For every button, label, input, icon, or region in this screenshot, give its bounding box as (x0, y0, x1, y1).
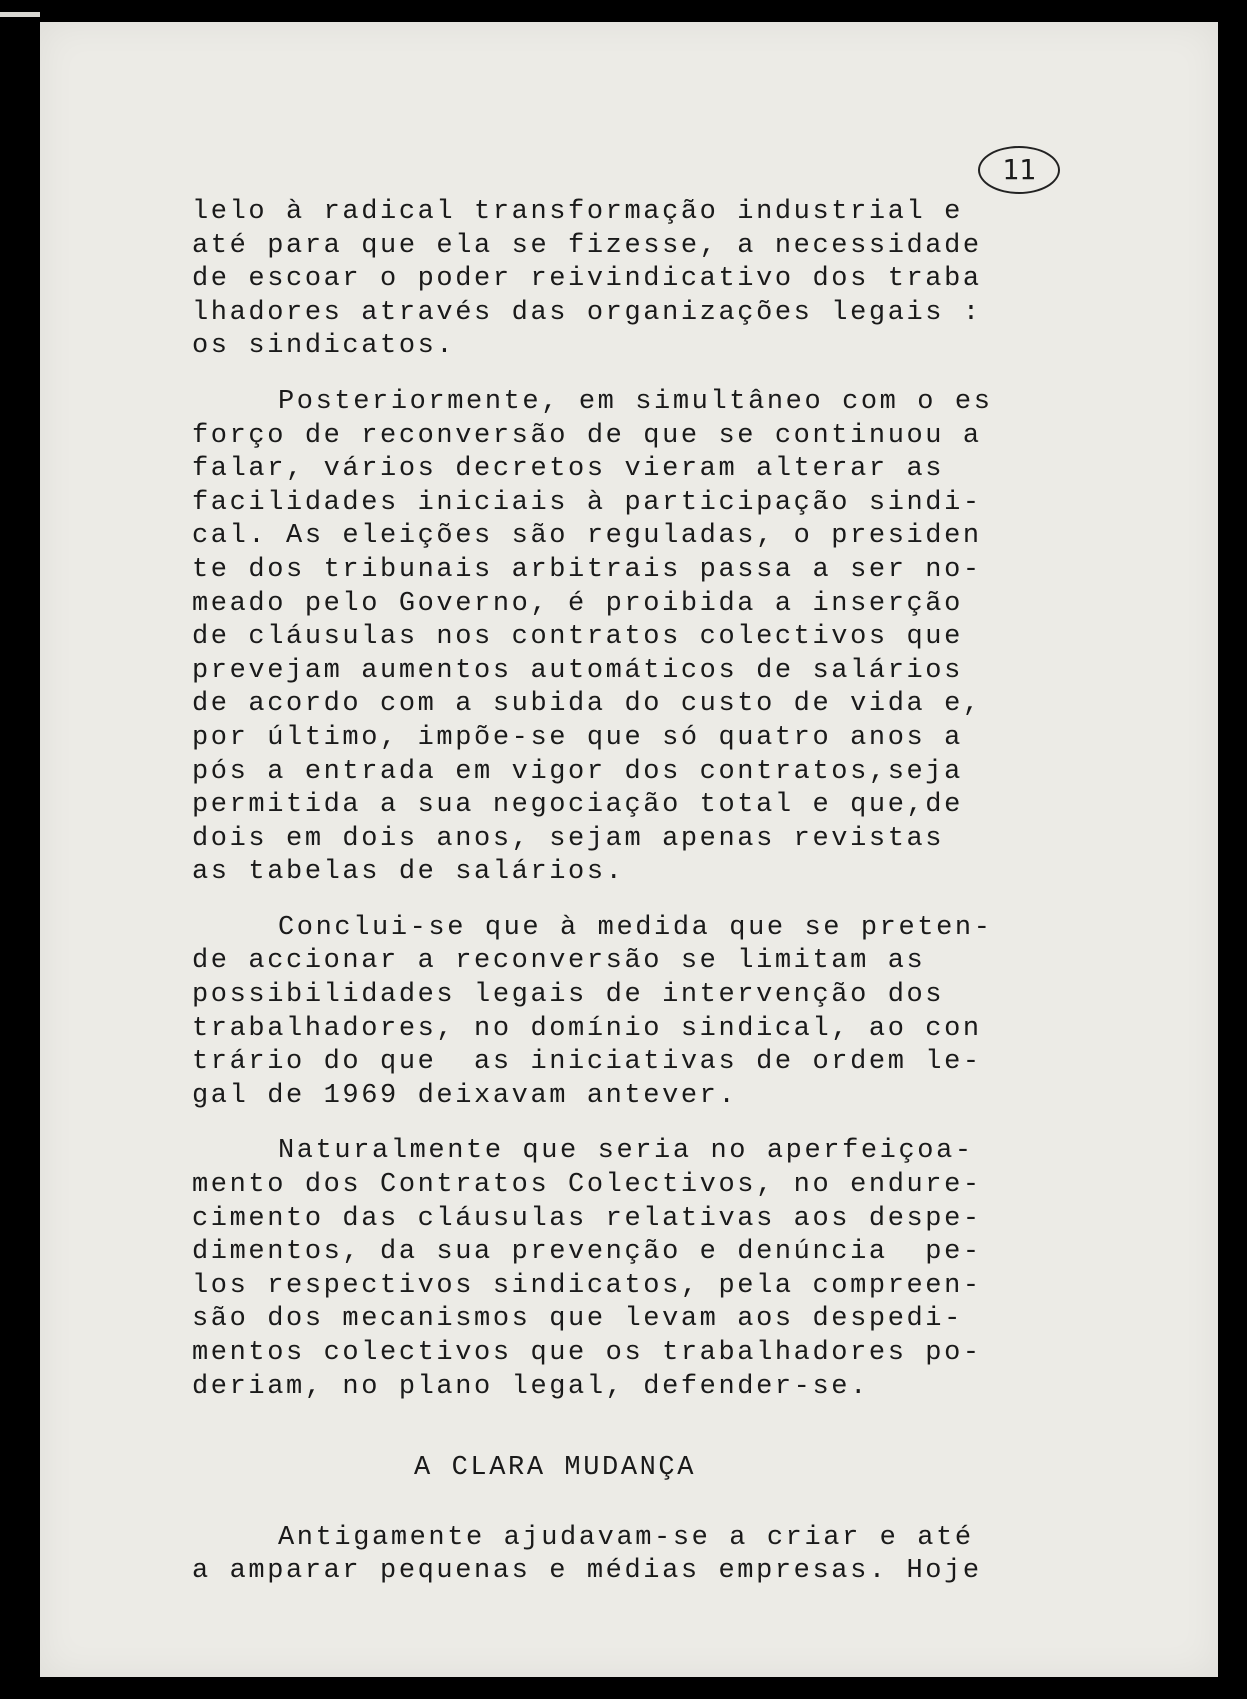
text-line: de escoar o poder reivindicativo dos traba (192, 264, 982, 295)
text-line: facilidades iniciais à participação sindi- (192, 487, 982, 518)
text-line: cimento das cláusulas relativas aos despe- (192, 1203, 982, 1234)
text-line: até para que ela se fizesse, a necessidade (192, 230, 982, 261)
text-line: Conclui-se que à medida que se preten- (278, 912, 993, 943)
text-line: a amparar pequenas e médias empresas. Hoje (192, 1556, 982, 1587)
text-line: mentos colectivos que os trabalhadores po- (192, 1338, 982, 1368)
text-line: possibilidades legais de intervenção dos (192, 980, 945, 1011)
text-line: lelo à radical transformação industrial e (192, 197, 963, 227)
body-text (192, 196, 1062, 1611)
text-line: mento dos Contratos Colectivos, no endure- (192, 1170, 982, 1201)
text-line: dois em dois anos, sejam apenas revistas (192, 823, 945, 854)
text-line: são dos mecanismos que levam aos despedi- (192, 1304, 963, 1335)
text-line: as tabelas de salários. (192, 857, 625, 888)
text-line: trário do que as iniciativas de ordem le- (192, 1047, 982, 1078)
text-line: los respectivos sindicatos, pela compreen- (192, 1270, 982, 1301)
paragraph-5 (192, 1522, 1062, 1589)
text-line: de cláusulas nos contratos colectivos que (192, 622, 963, 653)
text-line: gal de 1969 deixavam antever. (192, 1080, 738, 1111)
text-line: meado pelo Governo, é proibida a inserção (192, 588, 963, 619)
text-line: Antigamente ajudavam-se a criar e até (278, 1522, 974, 1553)
text-line: Posteriormente, em simultâneo com o es (278, 386, 993, 417)
text-line: te dos tribunais arbitrais passa a ser no- (192, 554, 982, 585)
text-line: falar, vários decretos vieram alterar as (192, 454, 945, 485)
text-line: deriam, no plano legal, defender-se. (192, 1371, 869, 1402)
text-line: dimentos, da sua prevenção e denúncia pe- (192, 1237, 982, 1268)
paragraph-4 (192, 1135, 1062, 1404)
text-line: prevejam aumentos automáticos de salários (192, 655, 963, 686)
paragraph-3 (192, 912, 1062, 1114)
text-line: permitida a sua negociação total e que,de (192, 790, 963, 821)
text-line: forço de reconversão de que se continuou a (192, 420, 982, 451)
section-heading: A CLARA MUDANÇA (414, 1453, 697, 1484)
text-line: de accionar a reconversão se limitam as (192, 946, 926, 977)
binding-edge (0, 12, 40, 17)
paragraph-1 (192, 196, 1062, 364)
text-line: de acordo com a subida do custo de vida e, (192, 689, 982, 720)
paragraph-2 (192, 386, 1062, 890)
text-line: trabalhadores, no domínio sindical, ao con (192, 1013, 982, 1044)
text-line: os sindicatos. (192, 331, 456, 362)
text-line: Naturalmente que seria no aperfeiçoa- (278, 1136, 974, 1167)
text-line: cal. As eleições são reguladas, o presiden (192, 521, 982, 552)
text-line: por último, impõe-se que só quatro anos a (192, 722, 963, 753)
text-line: lhadores através das organizações legais : (192, 297, 982, 328)
text-line: pós a entrada em vigor dos contratos,seja (192, 756, 963, 787)
circled-page-number: 11 (978, 146, 1060, 194)
